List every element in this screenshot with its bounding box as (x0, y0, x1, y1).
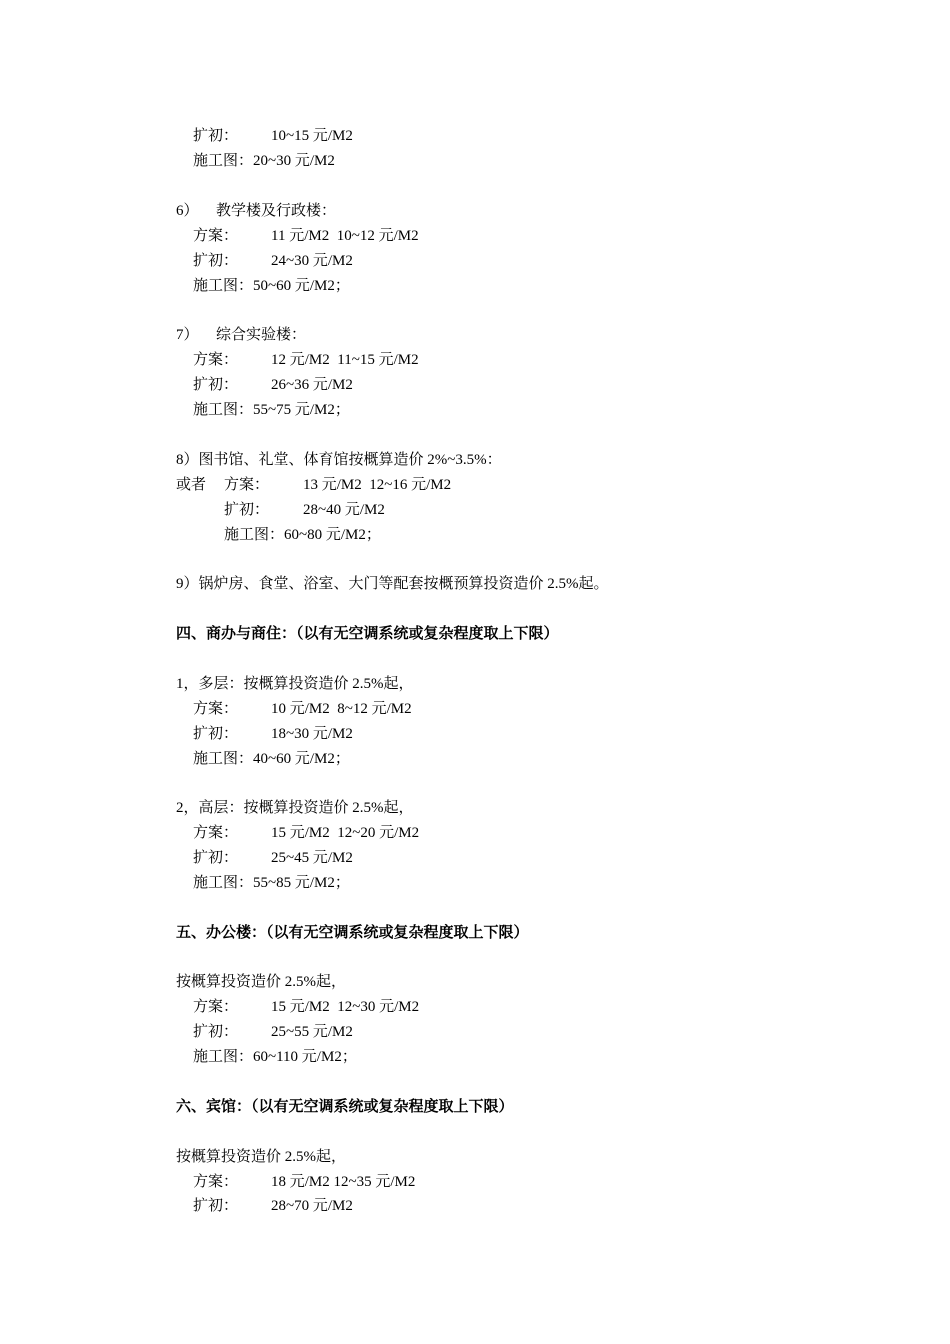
fee-line-kuochu (0, 499, 385, 521)
stage-label: 扩初： (193, 253, 239, 269)
item-title: 2，高层：按概算投资造价 2.5%起， (176, 800, 414, 816)
fee-value: 10 元/M2 8~12 元/M2 (271, 701, 412, 717)
stage-label: 方案： (193, 825, 239, 841)
section-heading (0, 1096, 514, 1118)
item-heading (0, 1146, 346, 1168)
fee-line-fangan (0, 996, 420, 1018)
fee-line-kuochu (0, 374, 353, 396)
stage-label: 扩初： (193, 377, 239, 393)
item-title: 综合实验楼： (216, 327, 307, 343)
item-heading (0, 797, 414, 819)
item-title: 按概算投资造价 2.5%起， (176, 974, 346, 990)
fee-text: 施工图：55~85 元/M2； (193, 875, 350, 891)
fee-line-shigongtu (0, 275, 350, 297)
fee-line-kuochu (0, 847, 353, 869)
fee-line-shigongtu (0, 399, 350, 421)
fee-text: 施工图：55~75 元/M2； (193, 402, 350, 418)
fee-line-fangan (0, 349, 419, 371)
item-heading (0, 573, 609, 595)
fee-line-kuochu (0, 250, 353, 272)
fee-value: 24~30 元/M2 (271, 253, 353, 269)
fee-text: 施工图：60~110 元/M2； (193, 1049, 357, 1065)
fee-value: 15 元/M2 12~20 元/M2 (271, 825, 420, 841)
fee-value: 13 元/M2 12~16 元/M2 (303, 477, 452, 493)
stage-label: 方案： (193, 1174, 239, 1190)
fee-line-kuochu (0, 1021, 353, 1043)
fee-line-shigongtu (0, 1046, 357, 1068)
stage-label: 扩初： (193, 128, 239, 144)
fee-line-fangan (0, 1171, 416, 1193)
fee-value: 26~36 元/M2 (271, 377, 353, 393)
item-title: 8）图书馆、礼堂、体育馆按概算造价 2%~3.5%： (176, 452, 502, 468)
section-heading (0, 623, 559, 645)
alternative-label: 或者 (176, 477, 207, 493)
fee-value: 12 元/M2 11~15 元/M2 (271, 352, 419, 368)
stage-label: 扩初： (193, 1198, 239, 1214)
section-heading (0, 922, 529, 944)
fee-line-shigongtu (0, 150, 335, 172)
stage-label: 方案： (193, 352, 239, 368)
item-number: 7） (176, 327, 199, 343)
fee-value: 25~45 元/M2 (271, 850, 353, 866)
item-heading (0, 673, 414, 695)
fee-value: 28~70 元/M2 (271, 1198, 353, 1214)
stage-label: 方案： (193, 701, 239, 717)
fee-line-shigongtu (0, 872, 350, 894)
stage-label: 扩初： (193, 1024, 239, 1040)
fee-text: 施工图：20~30 元/M2 (193, 153, 335, 169)
stage-label: 方案： (224, 477, 270, 493)
item-title: 1，多层：按概算投资造价 2.5%起， (176, 676, 414, 692)
fee-line-shigongtu (0, 748, 350, 770)
fee-value: 28~40 元/M2 (303, 502, 385, 518)
item-title: 9）锅炉房、食堂、浴室、大门等配套按概预算投资造价 2.5%起。 (176, 576, 609, 592)
item-title: 按概算投资造价 2.5%起， (176, 1149, 346, 1165)
stage-label: 扩初： (224, 502, 270, 518)
stage-label: 扩初： (193, 726, 239, 742)
item-heading (0, 971, 346, 993)
item-number: 6） (176, 203, 199, 219)
fee-line-kuochu (0, 1195, 353, 1217)
fee-line-fangan (0, 822, 420, 844)
stage-label: 方案： (193, 228, 239, 244)
item-heading (0, 200, 337, 222)
fee-value: 11 元/M2 10~12 元/M2 (271, 228, 419, 244)
fee-line-fangan (0, 225, 419, 247)
fee-value: 25~55 元/M2 (271, 1024, 353, 1040)
fee-text: 施工图：40~60 元/M2； (193, 751, 350, 767)
item-heading (0, 324, 307, 346)
stage-label: 扩初： (193, 850, 239, 866)
item-title: 教学楼及行政楼： (216, 203, 337, 219)
section-title: 六、宾馆：（以有无空调系统或复杂程度取上下限） (176, 1099, 514, 1115)
fee-text: 施工图：60~80 元/M2； (224, 527, 381, 543)
fee-line-shigongtu (0, 524, 381, 546)
item-heading (0, 449, 502, 471)
fee-value: 18 元/M2 12~35 元/M2 (271, 1174, 416, 1190)
section-title: 四、商办与商住：（以有无空调系统或复杂程度取上下限） (176, 626, 559, 642)
fee-value: 18~30 元/M2 (271, 726, 353, 742)
fee-value: 10~15 元/M2 (271, 128, 353, 144)
fee-line-fangan (0, 698, 412, 720)
fee-text: 施工图：50~60 元/M2； (193, 278, 350, 294)
fee-line-kuochu (0, 723, 353, 745)
section-title: 五、办公楼：（以有无空调系统或复杂程度取上下限） (176, 925, 529, 941)
fee-value: 15 元/M2 12~30 元/M2 (271, 999, 420, 1015)
fee-line-kuochu (0, 125, 353, 147)
stage-label: 方案： (193, 999, 239, 1015)
fee-line-fangan (0, 474, 452, 496)
